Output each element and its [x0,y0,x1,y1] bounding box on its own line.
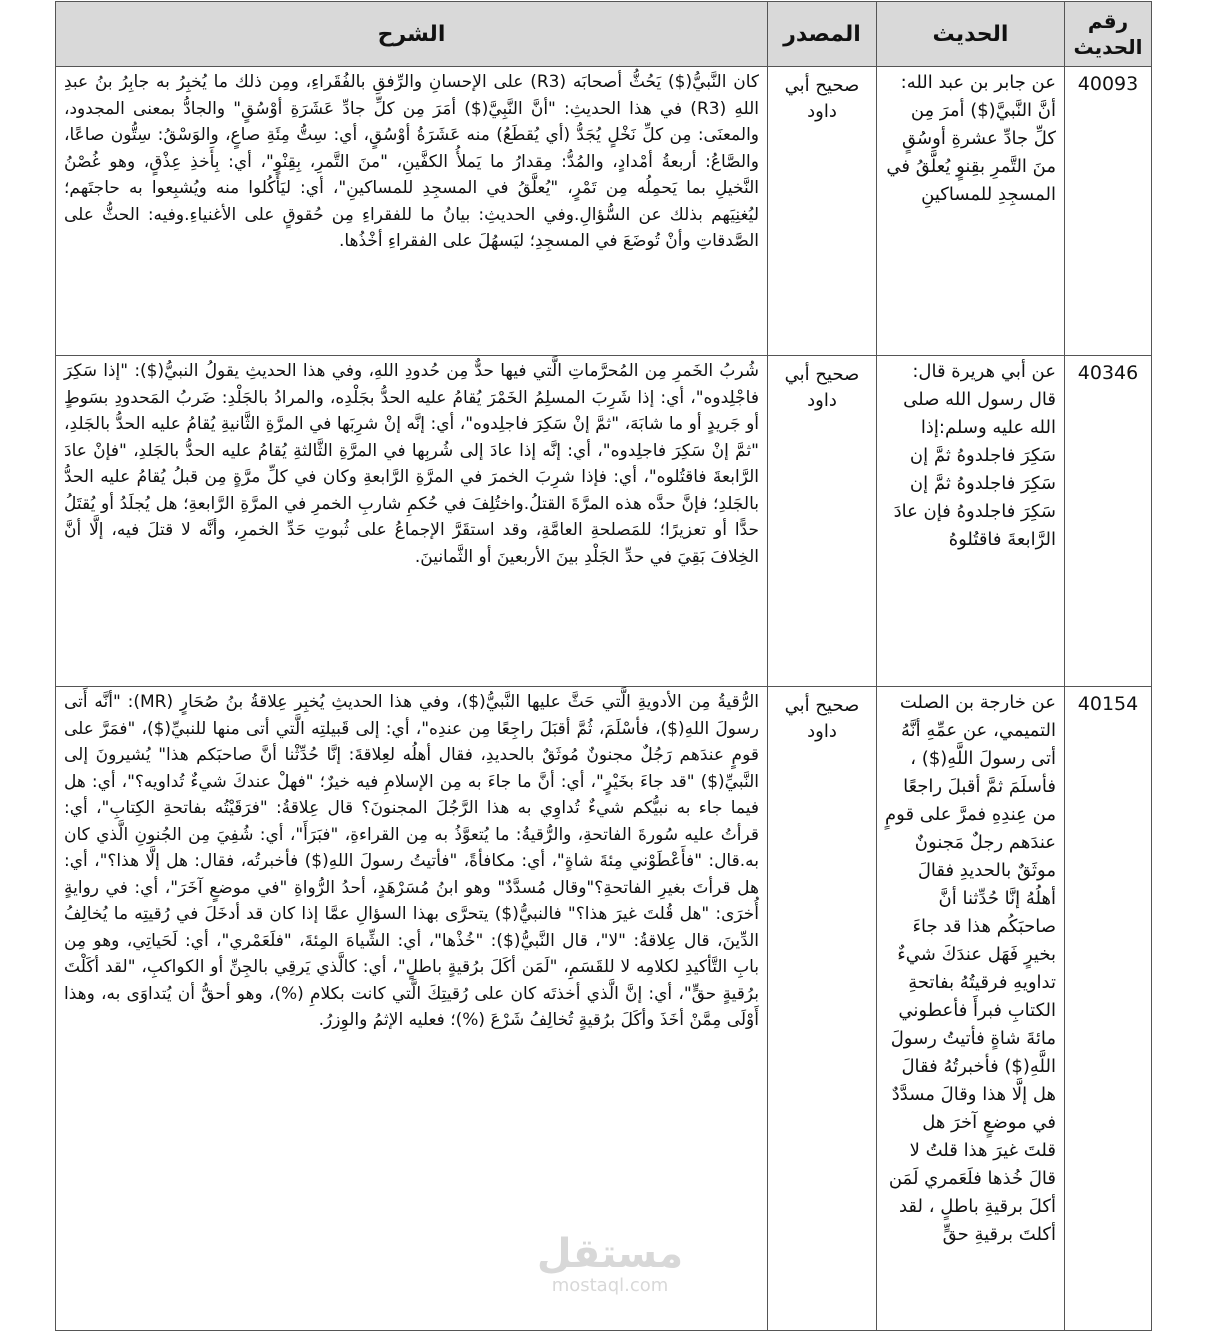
table-row [56,67,1152,356]
table-row [56,356,1152,687]
hadith-number: 40154 [1065,687,1152,1331]
hadith-explanation: الرُّقيةُ مِن الأدويةِ الَّتي حَثَّ عليها النَّبيُّ($)، وفي هذا الحديثِ يُخبِر عِلاقةُ بنُ صُحَارٍ (MR): "أنَّه أَتى رسولَ اللهِ($)، فأسْلَمَ، ثُمَّ أقبَلَ راجِعًا مِن عندِه"، أي: إلى قَبيلتِه الَّتي أتى منها للنبيِّ($)، "فمَرَّ على قومٍ عندَهم رَجُلٌ مجنونٌ مُوثَقٌ بالحديدِ، فقال أهلُه لعِلاقةَ: إنَّا حُدِّثْنا أنَّ صاحبَكم هذا" يُشيرونَ إلى النَّبيِّ($) "قد جاءَ بخَيْرٍ"، أي: أنَّ ما جاءَ به مِن الإسلامِ فيه خيرٌ؛ "فهلْ عندكَ شيءٌ تُداويه؟"، أي: هل فيما جاء به نبيُّكم شيءٌ تُداوِي به هذا الرَّجُلَ المجنونَ؟ قال عِلاقةُ: "فرَقَيْتُه بفاتحةِ الكِتابِ"، أي: قرأتُ عليه سُورةَ الفاتحةِ، والرُّقيةُ: ما يُتعوَّذُ به مِن القراءةِ، "فبَرَأَ"، أي: شُفِيَ مِن الجُنونِ الَّذي كان به.قال: "فأَعْطَوْني مِئةَ شاةٍ"، أي: مكافأةً، "فأتيتُ رسولَ اللهِ($) فأخبرتُه، فقال: هل إلَّا هذا؟"، أي: هل قرأتَ بغيرِ الفاتحةِ؟"وقال مُسدَّدٌ" وهو ابنُ مُسَرْهَدٍ، أحدُ الرُّواةِ "في موضعٍ آخَرَ"، أي: في روايةٍ أُخرَى: "هل قُلتَ غيرَ هذا؟" فالنبيُّ($) يتحرَّى بهذا السؤالِ عمَّا إذا كان قد أدخَلَ في رُقيتِه ما يُخالِفُ الدِّينَ، قال عِلاقةُ: "لا"، قال النَّبيُّ($): "خُذْها"، أي: الشِّياهَ المِئةَ، "فلَعَمْري"، أي: لَحَياتِي، وهو مِن بابِ التَّأكيدِ لكلامِه لا للقَسَمِ، "لَمَن أكَلَ برُقيةٍ باطلٍ"، أي: كالَّذي يَرقِي بالجِنِّ أو الكواكبِ، "لقد أكَلْتَ برُقيةٍ حقٍّ"، أي: إنَّ الَّذي أخذتَه كان على رُقيتِكَ الَّتي كانت بكلامِ (%)، وهو أحقُّ أن يُتداوَى به، وهذا أَوْلَى مِمَّنْ أخَذَ وأكَلَ برُقيةٍ تُخالِفُ شَرْعَ (%)؛ فعليه الإثمُ والوِزرُ. [56,687,768,1331]
hadith-source: صحيح أبي داود [768,356,877,687]
hadith-text: عن خارجة بن الصلت التميمي، عن عمِّهِ أنَّهُ أتى رسولَ اللَّهِ($) ، فأسلَمَ ثمَّ أقبلَ راجعًا من عِندِهِ فمرَّ على قومٍ عندَهم رجلٌ مَجنونٌ موثَقٌ بالحديدِ فقالَ أهلُهُ إنَّا حُدِّثنا أنَّ صاحبَكُم هذا قد جاءَ بخيرٍ فَهَل عندَكَ شيءٌ تداويهِ فرقيتُهُ بفاتحةِ الكتابِ فبرأَ فأعطوني مائةَ شاةٍ فأتيتُ رسولَ اللَّهِ($) فأخبرتُهُ فقالَ هل إلَّا هذا وقالَ مسدَّدٌ في موضعٍ آخرَ هل قلتَ غيرَ هذا قلتُ لا قالَ خُذها فلَعَمري لَمَن أكلَ برقيةِ باطلٍ ، لقد أكلتَ برقيةِ حقٍّ [877,687,1065,1331]
hadith-source: صحيح أبي داود [768,687,877,1331]
hadith-number: 40093 [1065,67,1152,356]
header-row [56,2,1152,67]
mostaql-watermark [530,1232,690,1298]
watermark-arabic: مستقل [536,1231,684,1277]
hadith-explanation: كان النَّبيُّ($) يَحُثُّ أصحابَه (R3) على الإحسانِ والرِّفقِ بالفُقَراءِ، ومِن ذلك ما يُخبِرُ به جابِرُ بنُ عبدِ اللهِ (R3) في هذا الحديثِ: "أنَّ النَّبِيَّ($) أمَرَ مِن كلِّ جادِّ عَشَرَةِ أوْسُقٍ" والجادُّ بمعنى المجدود، والمعنَى: مِن كلِّ نَخْلٍ يُجَدُّ (أي يُقطَعُ) منه عَشَرَةُ أوْسُقٍ، أي: سِتُّ مِئَةِ صاعٍ، والوَسْقُ: سِتُّون صاعًا، والصَّاعُ: أربعةُ أمْدادٍ، والمُدُّ: مِقدارُ ما يَملأُ الكفَّينِ، "منَ التَّمرِ، بِقِنْوٍ"، أي: بِأَخذِ عِذْقٍ، وهو غُصْنُ النَّخيلِ بما يَحمِلُه مِن تَمْرٍ، "يُعلَّقُ في المسجِدِ للمساكينِ"، أي: ليَأكُلوا منه ويُشبِعوا به حاجتَهم؛ ليُغنِيَهم بذلك عن السُّؤالِ.وفي الحديثِ: بيانُ ما للفقراءِ مِن حُقوقٍ على الأغنياءِ.وفيه: الحثُّ على الصَّدقاتِ وأنْ تُوضَعَ في المسجِدِ؛ ليَسهُلَ على الفقراءِ أخْذُها. [56,67,768,356]
hadith-text: عن أبي هريرة قال: قال رسول الله صلى الله عليه وسلم:إذا سَكِرَ فاجلدوهُ ثمَّ إن سَكِرَ فاجلدوهُ ثمَّ إن سَكِرَ فاجلدوهُ فإن عادَ الرَّابعةَ فاقتُلوهُ [877,356,1065,687]
header-source: المصدر [768,2,877,67]
hadith-source: صحيح أبي داود [768,67,877,356]
hadith-text: عن جابر بن عبد الله: أنَّ النَّبيَّ($) أمرَ مِن كلِّ جادِّ عشرةِ أوسُقٍ منَ التَّمرِ بقِنوٍ يُعلَّقُ في المسجِدِ للمساكينِ [877,67,1065,356]
header-hadith: الحديث [877,2,1065,67]
watermark-latin: mostaql.com [551,1275,669,1296]
hadith-number: 40346 [1065,356,1152,687]
header-number: رقم الحديث [1065,2,1152,67]
hadith-table [55,1,1152,1331]
hadith-explanation: شُربُ الخَمرِ مِن المُحرَّماتِ الَّتي فيها حدٌّ مِن حُدودِ اللهِ، وفي هذا الحديثِ يقولُ النبيُّ($): "إذا سَكِرَ فاجْلِدوه"، أي: إذا شَرِبَ المسلِمُ الخَمْرَ يُقامُ عليه الحدُّ بجَلْدِه، والمرادُ بالجَلْدِ: ضَربُ المَحدودِ بسَوطٍ أو جَريدٍ أو ما شابَهَ، "ثمَّ إنْ سَكِرَ فاجلِدوه"، أي: إنَّه إنْ شرِبَها في المرَّةِ الثَّانيةِ يُقامُ عليه الحدُّ بالجَلدِ، "ثمَّ إنْ سَكِرَ فاجلِدوه"، أي: إنَّه إذا عادَ إلى شُربِها في المرَّةِ الثَّالثةِ يُقامُ عليه الحدُّ بالجَلدِ، "فإنْ عادَ الرَّابعةَ فاقتُلوه"، أي: فإذا شرِبَ الخمرَ في المرَّةِ الرَّابعةِ وكان في كلِّ مرَّةٍ مِن قبلُ يُقامُ عليه الحدُّ بالجَلدِ؛ فإنَّ حدَّه هذه المرَّةَ القتلُ.واختُلِفَ في حُكمِ شاربِ الخمرِ في المرَّةِ الرَّابعةِ؛ هل يُجلَدُ أو يُقتَلُ حدًّا أو تعزيرًا؛ للمَصلحةِ العامَّةِ، وقد استقَرَّ الإجماعُ على ثُبوتِ حَدِّ الخمرِ، وأنَّه لا قتلَ فيه، إلَّا أنَّ الخِلافَ بَقِيَ في حدِّ الجَلْدِ بينَ الأربعينَ أو الثَّمانينَ. [56,356,768,687]
header-explanation: الشرح [56,2,768,67]
